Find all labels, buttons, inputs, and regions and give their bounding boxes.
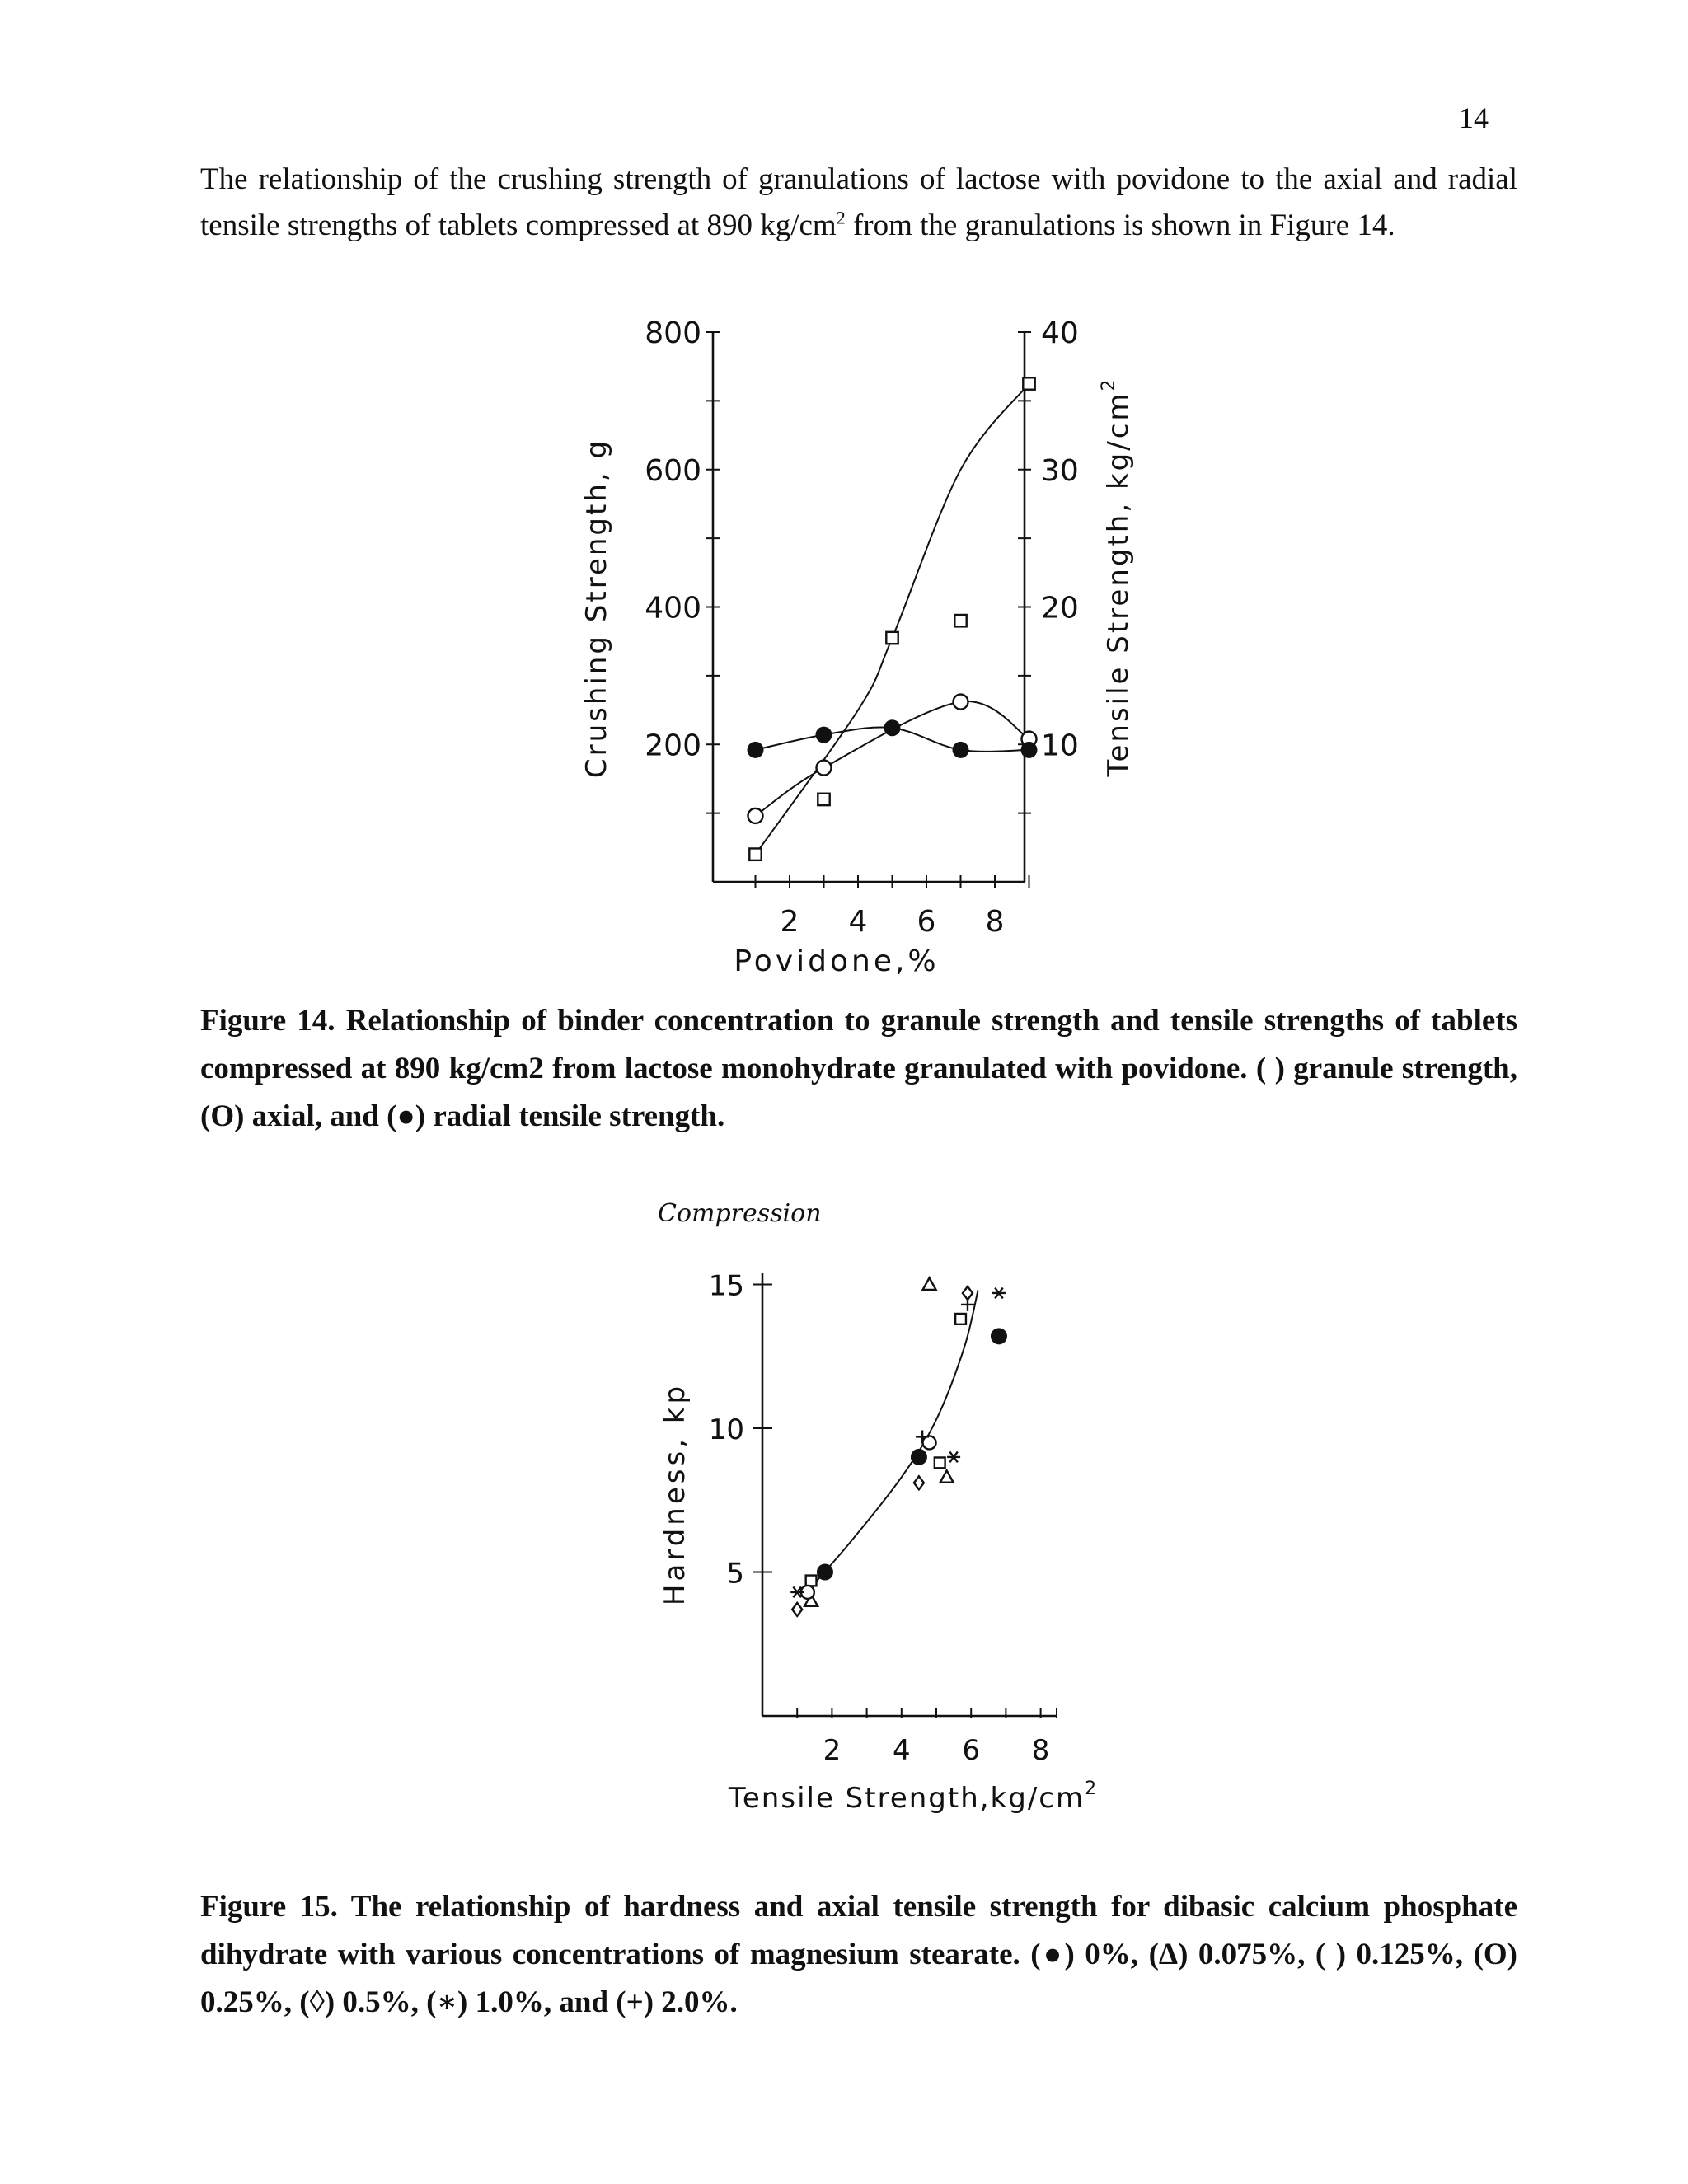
chart-title: Compression xyxy=(658,1199,822,1228)
data-point-diamond xyxy=(963,1286,973,1300)
y-axis-right-label-sup: 2 xyxy=(1099,377,1119,391)
y-tick-label: 15 xyxy=(708,1269,744,1303)
series-curve-square xyxy=(756,384,1029,855)
data-point-filled-circle xyxy=(817,1564,833,1581)
data-point-square xyxy=(886,632,898,644)
data-point-filled-circle xyxy=(884,719,901,736)
figure-15-chart xyxy=(658,1199,1098,1815)
y-axis-right-label-text: Tensile Strength, kg/cm xyxy=(1102,391,1135,777)
figure-15-caption: Figure 15. The relationship of hardness and axial tensile strength for dibasic calcium phosphate dihydrate with various concentrations of magnesium stearate. (●) 0%, (Δ) 0.075%, ( ) 0.125%, (O) 0.25%, (◊) 0.5%, (∗) 1.0%, and (+) 2.0%. xyxy=(200,1890,1517,2019)
data-point-square xyxy=(955,1314,966,1324)
paragraph-superscript: 2 xyxy=(836,207,846,228)
data-point-square xyxy=(935,1457,945,1468)
x-axis-label-sup: 2 xyxy=(1085,1779,1099,1799)
x-axis-label xyxy=(728,1779,1098,1815)
x-tick-label: 6 xyxy=(917,905,936,939)
y-right-tick-label: 10 xyxy=(1041,729,1079,763)
data-point-filled-circle xyxy=(953,742,969,758)
data-point-triangle xyxy=(940,1470,954,1482)
data-point-plus xyxy=(961,1298,974,1311)
data-point-filled-circle xyxy=(816,727,832,743)
x-tick-label: 2 xyxy=(780,905,799,939)
data-point-square xyxy=(806,1576,817,1586)
data-point-open-circle xyxy=(817,761,832,776)
data-point-open-circle xyxy=(923,1436,936,1449)
y-axis-label: Hardness, kp xyxy=(659,1382,692,1606)
paragraph-text-1: The relationship of the crushing strength of granulations of lactose with povidone to the axial and radial tensile strengths of tablets compressed at 890 kg/cm xyxy=(200,162,1517,242)
data-point-open-circle xyxy=(748,808,763,823)
figure-14-caption: Figure 14. Relationship of binder concentration to granule strength and tensile strengths of tablets compressed at 890 kg/cm2 from lactose monohydrate granulated with povidone. ( ) granule strength, (O) axial, and (●) radial tensile strength. xyxy=(200,1004,1517,1133)
paragraph-text-2: from the granulations is shown in Figure 14. xyxy=(845,209,1395,242)
fit-curve xyxy=(804,1291,978,1596)
data-point-square xyxy=(749,848,761,860)
y-left-tick-label: 400 xyxy=(645,591,701,626)
y-axis-left-label: Crushing Strength, g xyxy=(580,438,613,779)
y-tick-label: 5 xyxy=(726,1557,744,1591)
data-point-filled-circle xyxy=(911,1449,927,1465)
data-point-diamond xyxy=(792,1603,802,1616)
figure-14-chart xyxy=(580,316,1135,978)
y-left-tick-label: 800 xyxy=(645,316,701,350)
data-point-filled-circle xyxy=(1021,742,1038,758)
y-tick-label: 10 xyxy=(708,1413,744,1446)
data-point-square xyxy=(954,615,966,626)
data-point-asterisk xyxy=(992,1288,1006,1299)
y-right-tick-label: 40 xyxy=(1041,316,1079,350)
y-right-tick-label: 20 xyxy=(1041,591,1079,626)
x-tick-label: 8 xyxy=(985,905,1005,939)
x-tick-label: 2 xyxy=(823,1734,842,1767)
x-tick-label: 8 xyxy=(1031,1734,1050,1767)
data-point-triangle xyxy=(923,1278,936,1290)
page-number: 14 xyxy=(1459,101,1489,134)
data-point-filled-circle xyxy=(991,1328,1007,1344)
data-point-diamond xyxy=(914,1476,924,1489)
x-tick-label: 6 xyxy=(962,1734,981,1767)
data-point-filled-circle xyxy=(748,742,764,758)
x-tick-label: 4 xyxy=(892,1734,911,1767)
x-axis-label: Povidone,% xyxy=(734,944,940,978)
y-axis-right-label xyxy=(1099,377,1135,777)
y-left-tick-label: 600 xyxy=(645,453,701,488)
x-axis-label-text: Tensile Strength,kg/cm xyxy=(728,1782,1085,1815)
data-point-square xyxy=(1023,377,1034,389)
x-tick-label: 4 xyxy=(848,905,868,939)
data-point-square xyxy=(818,794,829,805)
data-point-open-circle xyxy=(954,695,968,710)
y-left-tick-label: 200 xyxy=(645,729,701,763)
data-point-asterisk xyxy=(947,1452,960,1463)
y-right-tick-label: 30 xyxy=(1041,453,1079,488)
